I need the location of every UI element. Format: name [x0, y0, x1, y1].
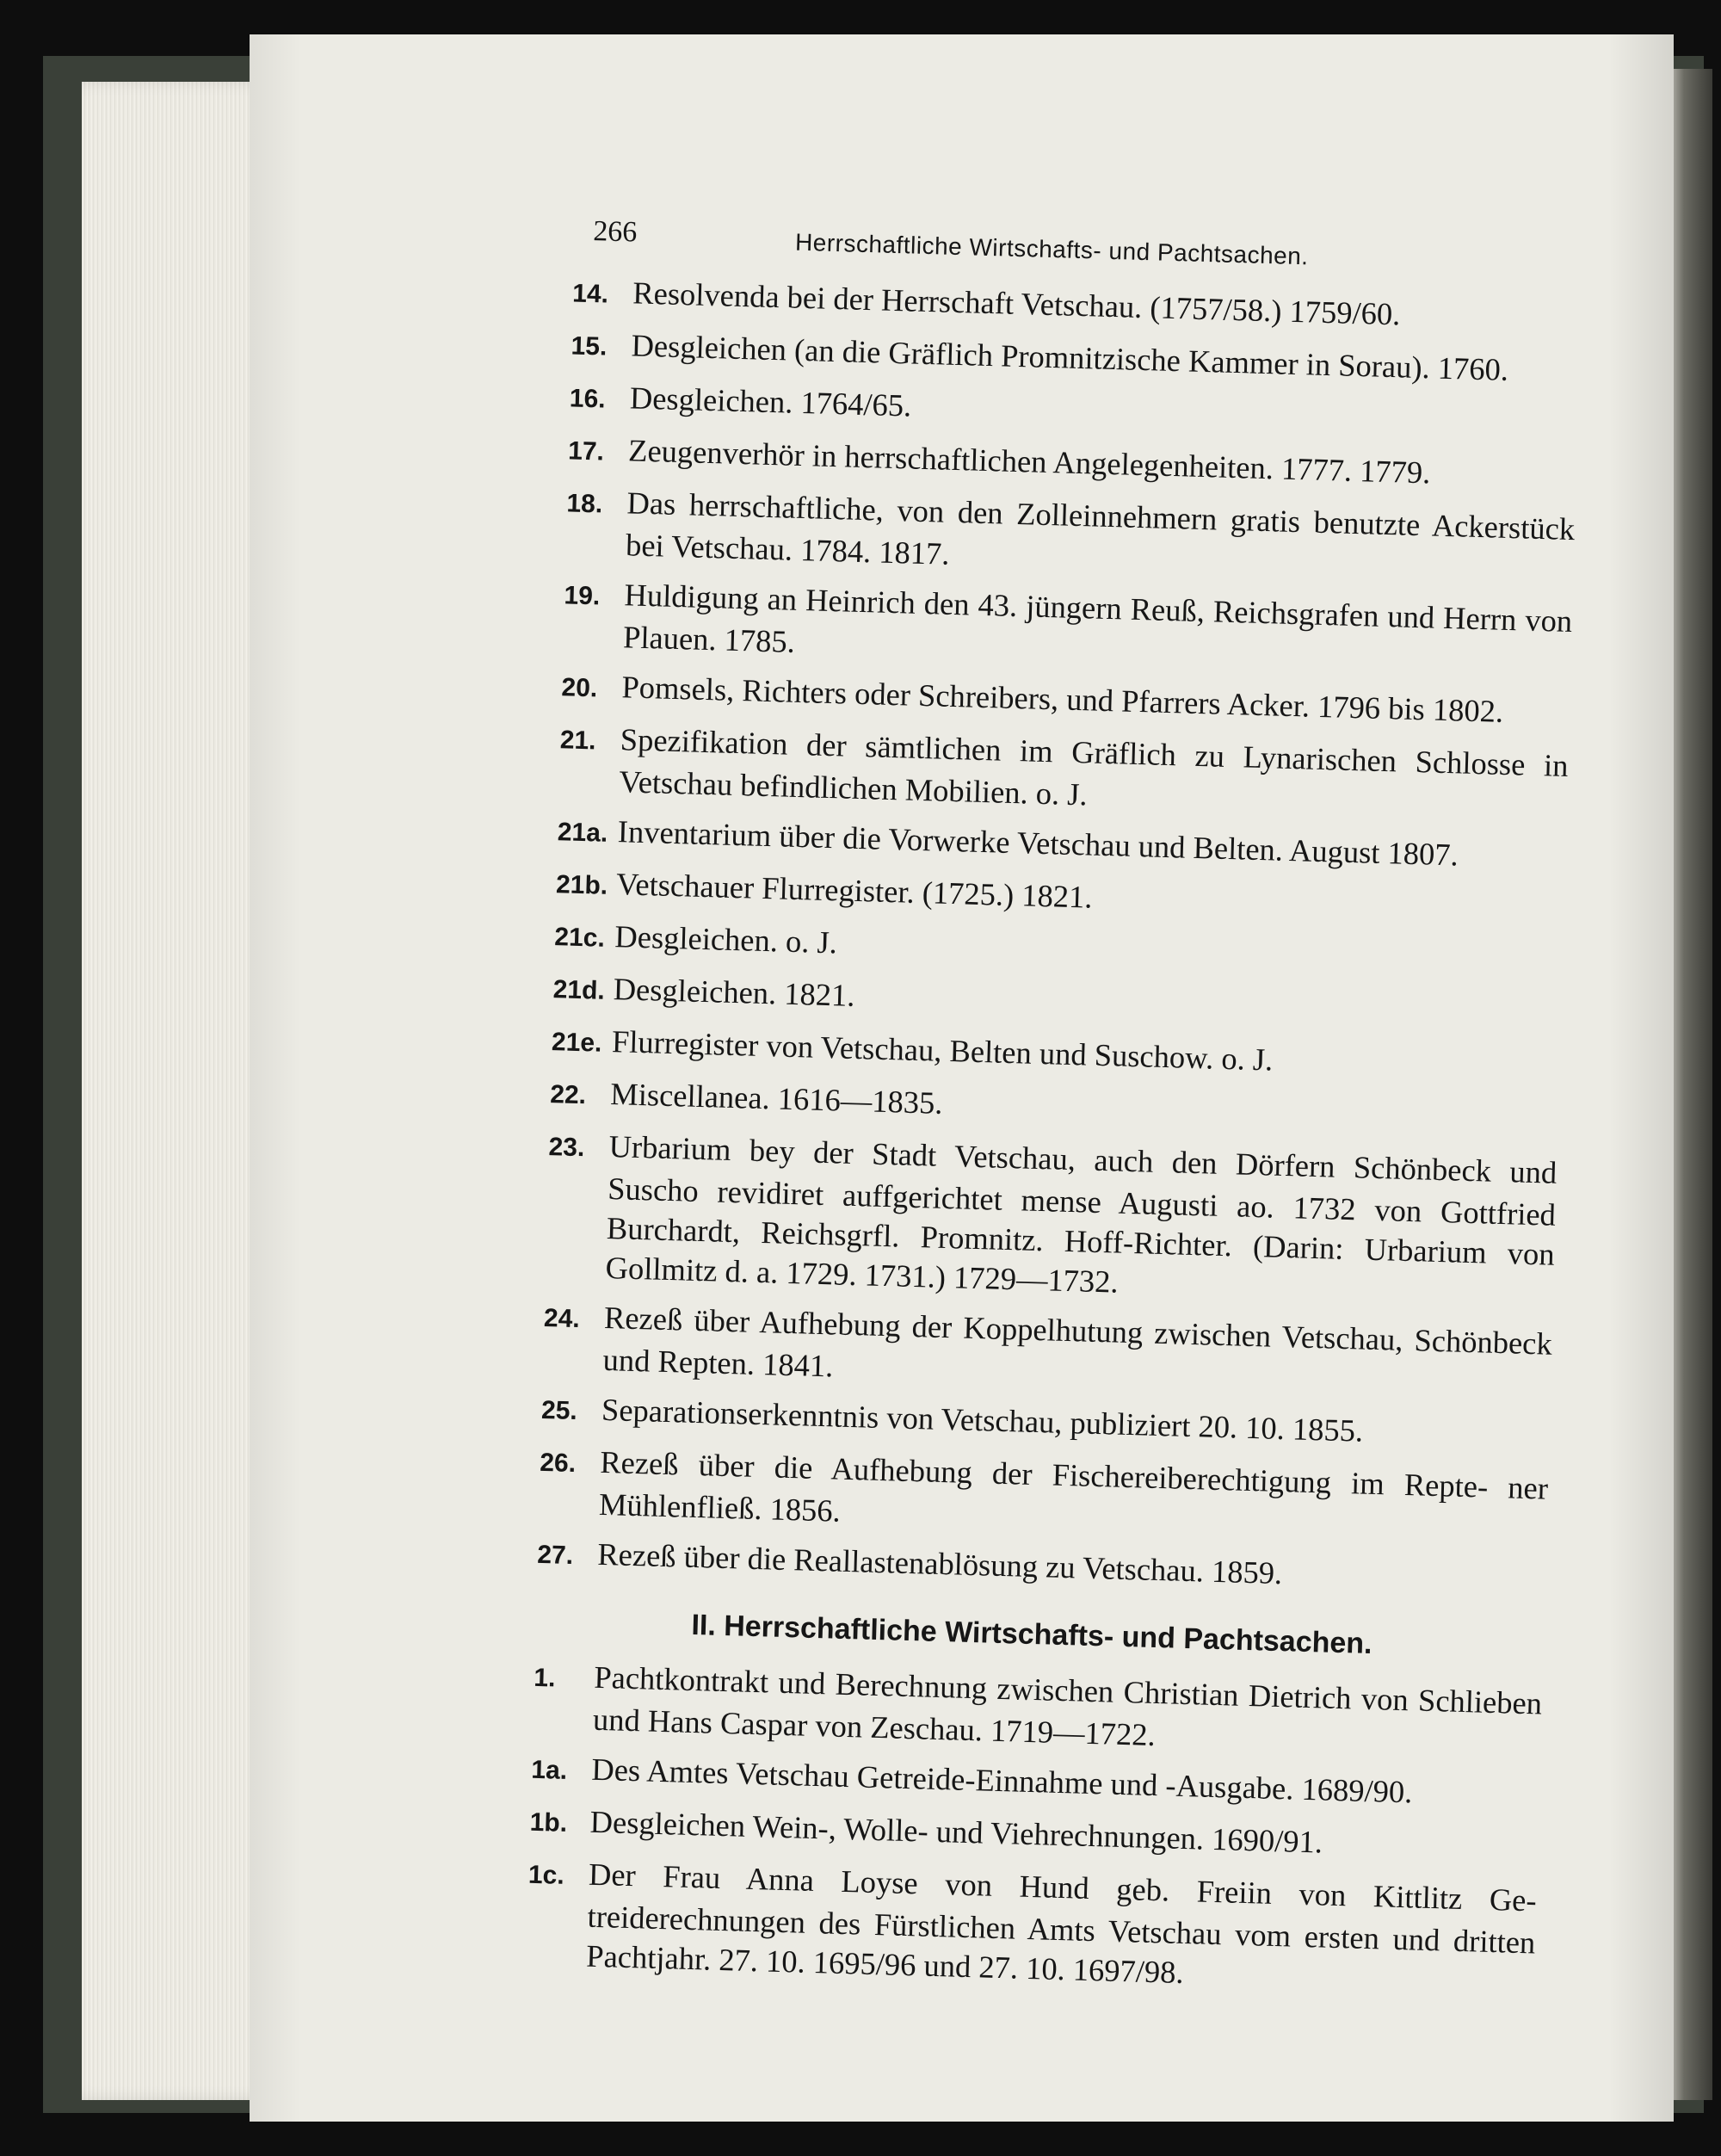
entry-text: Urbarium bey der Stadt Vetschau, auch den Dörfern Schönbeck und Suscho revidiret auffgerichtet mense Augusti ao. 1732 von Gottfried Burchardt, Reichsgrfl. Promnitz. Hoff-Richter. (Darin: Urbarium von Gollmitz d. a. 1729. 1731.) 1729—1732.: [605, 1128, 1558, 1300]
entry-number: 23.: [548, 1133, 585, 1163]
entry-text: Das herrschaftliche, von den Zolleinnehmern gratis benutzte Ackerstück bei Vetschau. 1784. 1817.: [625, 485, 1576, 571]
entry-number: 21b.: [555, 870, 608, 900]
entry-number: 19.: [564, 581, 601, 611]
entry-text: Miscellanea. 1616—1835.: [609, 1076, 944, 1121]
list-item: [522, 1440, 1548, 1550]
entry-list-part2: [510, 1655, 1543, 2002]
list-item: [529, 1125, 1558, 1314]
entry-number: 1c.: [527, 1860, 565, 1890]
entry-text: Desgleichen. 1764/65.: [629, 380, 912, 423]
entry-text: Desgleichen. o. J.: [614, 918, 838, 961]
list-item: [527, 1296, 1552, 1406]
entry-number: 1a.: [530, 1755, 568, 1785]
entry-text: Separationserkenntnis von Vetschau, publiziert 20. 10. 1855.: [601, 1391, 1364, 1449]
entry-number: 22.: [549, 1080, 587, 1110]
entry-text: Desgleichen. 1821.: [613, 971, 856, 1013]
entry-number: 25.: [540, 1395, 578, 1426]
page-content: [509, 211, 1582, 2012]
entry-number: 21a.: [557, 818, 608, 848]
entry-number: 1.: [533, 1663, 556, 1693]
entry-number: 21d.: [552, 975, 606, 1005]
entry-text: Des Amtes Vetschau Getreide-Einnahme und -Ausgabe. 1689/90.: [590, 1751, 1413, 1810]
entry-text: Vetschauer Flurregister. (1725.) 1821.: [615, 866, 1094, 915]
entry-number: 21e.: [551, 1028, 602, 1058]
entry-text: Rezeß über Aufhebung der Koppelhutung zwischen Vetschau, Schönbeck und Repten. 1841.: [602, 1299, 1553, 1384]
entry-number: 14.: [571, 279, 609, 309]
entry-text: Pomsels, Richters oder Schreibers, und Pfarrers Acker. 1796 bis 1802.: [621, 669, 1504, 729]
entry-number: 21c.: [553, 923, 606, 953]
entry-text: Resolvenda bei der Herrschaft Vetschau. (1757/58.) 1759/60.: [632, 275, 1401, 332]
list-item: [547, 573, 1573, 683]
section-heading: II. Herrschaftliche Wirtschafts- und Pachtsachen.: [690, 1608, 1373, 1661]
entry-text: Desgleichen (an die Gräflich Promnitzische Kammer in Sorau). 1760.: [631, 327, 1509, 387]
entry-list-part1: [521, 271, 1582, 1603]
entry-number: 17.: [567, 436, 605, 466]
entry-number: 18.: [566, 489, 603, 519]
entry-text: Desgleichen Wein-, Wolle- und Viehrechnungen. 1690/91.: [589, 1803, 1323, 1860]
running-head: Herrschaftliche Wirtschafts- und Pachtsachen.: [794, 228, 1310, 270]
entry-text: Rezeß über die Reallastenablösung zu Vetschau. 1859.: [596, 1535, 1283, 1591]
entry-number: 24.: [543, 1304, 581, 1334]
entry-text: Flurregister von Vetschau, Belten und Suschow. o. J.: [611, 1023, 1274, 1078]
entry-text: Zeugenverhör in herrschaftlichen Angelegenheiten. 1777. 1779.: [627, 432, 1431, 491]
entry-text: Inventarium über die Vorwerke Vetschau und Belten. August 1807.: [617, 813, 1459, 873]
entry-number: 15.: [571, 331, 608, 361]
entry-number: 21.: [559, 726, 596, 756]
list-item: [543, 718, 1569, 828]
entry-text: Spezifikation der sämtlichen im Gräflich zu Lynarischen Schlosse in Vetschau befindlichen Mobilien. o. J.: [618, 721, 1570, 812]
list-item: [516, 1655, 1542, 1765]
entry-number: 1b.: [529, 1807, 568, 1838]
entry-text: Rezeß über die Aufhebung der Fischereiberechtigung im Repte- ner Mühlenfließ. 1856.: [598, 1443, 1549, 1529]
entry-text: Huldigung an Heinrich den 43. jüngern Reuß, Reichsgrafen und Herrn von Plauen. 1785.: [622, 577, 1573, 659]
list-item: [550, 481, 1576, 591]
entry-number: 20.: [561, 673, 598, 703]
entry-number: 16.: [569, 384, 607, 414]
page-number: 266: [592, 215, 638, 249]
entry-number: 27.: [536, 1540, 574, 1571]
list-item: [510, 1852, 1537, 2002]
entry-number: 26.: [539, 1448, 577, 1479]
entry-text: Pachtkontrakt und Berechnung zwischen Christian Dietrich von Schlieben und Hans Caspar von Zeschau. 1719—1722.: [592, 1659, 1543, 1753]
entry-text: Der Frau Anna Loyse von Hund geb. Freiin von Kittlitz Ge- treiderechnungen des Fürstlichen Amts Vetschau vom ersten und dritten Pachtjahr. 27. 10. 1695/96 und 27. 10. 1697/98.: [585, 1856, 1538, 1991]
